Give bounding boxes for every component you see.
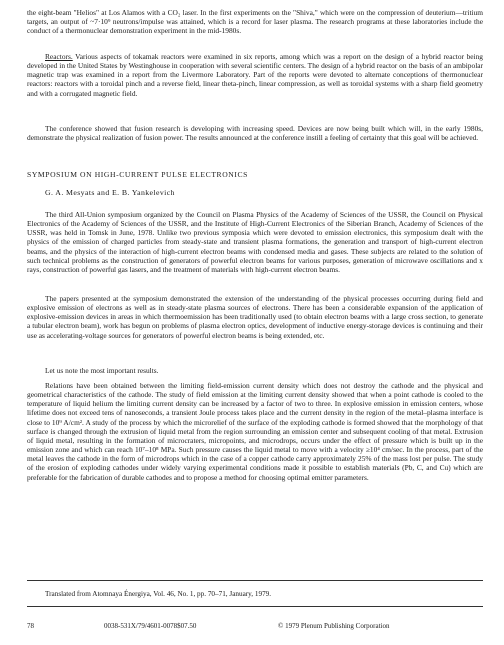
paragraph-reactors: Reactors. Various aspects of tokamak reactors were examined in six reports, among which was a report on the design of a hybrid reactor being developed in the United States by Westinghouse in cooperation with several scientific centers. The design of a hybrid reactor on the basis of an ambipolar magnetic trap was examined in a report from the Livermore Laboratory. Part of the reports were devoted to alternate conceptions of thermonuclear reactors: reactors with a toroidal pinch and a reverse field, linear theta-pinch, linear compression, as well as toroidal systems with a sharp field geometry and with a corrugated magnetic field. — [27, 52, 483, 98]
paragraph-conference-conclusion: The conference showed that fusion research is developing with increasing speed. Devices are now being built which will, in the early 1980s, demonstrate the physical realization of fusion power. The results announced at the conference instill a feeling of certainty that this goal will be achieved. — [27, 124, 483, 143]
section-title: SYMPOSIUM ON HIGH-CURRENT PULSE ELECTRONICS — [27, 170, 249, 179]
translation-footnote: Translated from Atomnaya Énergiya, Vol. 46, No. 1, pp. 70–71, January, 1979. — [45, 590, 272, 598]
article-code: 0038-531X/79/4601-0078$07.50 — [104, 622, 197, 630]
paragraph-field-emission: Relations have been obtained between the limiting field-emission current density which does not destroy the cathode and the physical and geometrical characteristics of the cathode. The study of field emission at the limiting current density showed that when a point cathode is cooled to the temperature of liquid helium the limiting current density can be increased by a factor of two to three. In explosive emission in emission centers, whose lifetime does not exceed tens of nanoseconds, a transient Joule process takes place and the current density in the region of the metal–plasma interface is close to 10⁹ A/cm². A study of the process by which the microrelief of the surface of the exploding cathode is formed showed that the morphology of that surface is changed through the extrusion of liquid metal from the region surrounding an emission center and subsequent cooling of that metal. Extrusion of liquid metal, resulting in the formation of microcraters, micropoints, and microdrops, occurs under the effect of pressure which is built up in the emission zone and which can reach 10⁷–10⁸ MPa. Such pressure causes the liquid metal to move with a velocity ≥10⁴ cm/sec. In the process, part of the metal leaves the cathode in the form of microdrops which in the case of a copper cathode carry approximately 25% of the mass lost per pulse. The study of the erosion of exploding cathodes under widely varying experimental conditions made it possible to establish materials (Pb, C, and Cu) which are preferable for the fabrication of durable cathodes and to propose a method for choosing optimal emitter parameters. — [27, 381, 483, 482]
paragraph-symposium-intro: The third All-Union symposium organized by the Council on Plasma Physics of the Academy of Sciences of the USSR, the Council on Physical Electronics of the Academy of Sciences of the USSR, and the Institute of High-Current Electronics of the Siberian Branch, Academy of Sciences of the USSR, was held in Tomsk in June, 1978. Unlike two previous symposia which were devoted to emission electronics, this symposium dealt with the physics of the emission of charged particles from steady-state and transient plasma formations, the generation and transport of high-current electron beams, and the physics of the interaction of high-current electron beams with condensed media and gases. These subjects are related to the solution of such technical problems as the construction of generators of powerful electron beams for various purposes, generation of microwave oscillations and x rays, construction of powerful gas lasers, and the treatment of materials with high-current electron beams. — [27, 210, 483, 274]
authors: G. A. Mesyats and E. B. Yankelevich — [45, 188, 175, 197]
footer-rule — [27, 606, 483, 607]
footnote-rule — [27, 580, 483, 581]
paragraph-helios: the eight-beam "Helios" at Los Alamos with a CO₂ laser. In the first experiments on the "Shiva," which were on the compression of deuterium—tritium targets, an output of ~7·10⁹ neutrons/impulse was attained, which is a record for laser plasma. The research programs at these laboratories include the conduct of a thermonuclear demonstration experiment in the mid-1980s. — [27, 8, 483, 36]
paragraph-papers-presented: The papers presented at the symposium demonstrated the extension of the understanding of the physical processes occurring during field and explosive emission of electrons as well as in steady-state plasma sources of electrons. There has been a considerable expansion of the application of explosive-emission devices in areas in which thermoemission has been traditionally used (to obtain electron beams with a large cross section, to generate a tubular electron beam), work has begun on problems of plasma electron optics, development of inductive energy-storage devices is continuing and their use as accelerating-voltage sources for generators of powerful electron beams is being extended, etc. — [27, 294, 483, 340]
reactors-heading: Reactors. — [45, 52, 73, 61]
copyright-notice: © 1979 Plenum Publishing Corporation — [278, 622, 390, 630]
paragraph-important-results: Let us note the most important results. — [45, 366, 159, 375]
page-number: 78 — [27, 622, 34, 630]
